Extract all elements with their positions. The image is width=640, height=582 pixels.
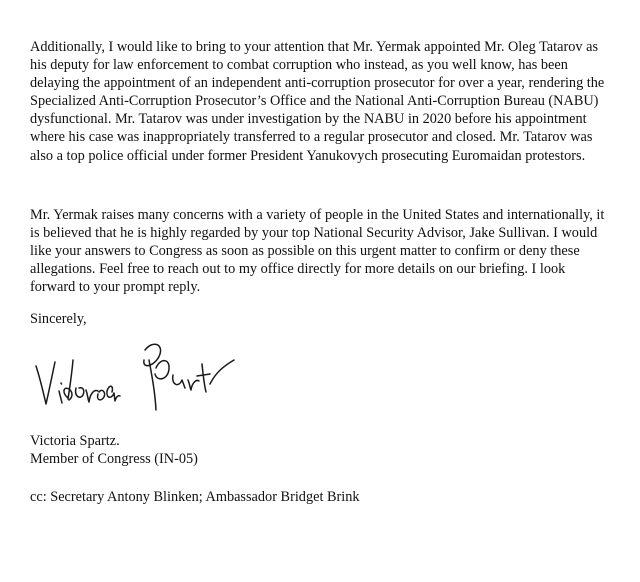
- signer-name: Victoria Spartz.: [30, 433, 120, 449]
- handwritten-signature: [28, 336, 238, 414]
- signer-title: Member of Congress (IN-05): [30, 451, 198, 467]
- letter-paragraph-2: Mr. Yermak raises many concerns with a variety of people in the United States and internationally, it is believed that he is highly regarded by your top National Security Advisor, Jake Sullivan. I would like your answers to Congress as soon as possible on this urgent matter to confirm or deny these allegations. Feel free to reach out to my office directly for more details on our briefing. I look forward to your prompt reply.: [30, 207, 605, 296]
- cc-line: cc: Secretary Antony Blinken; Ambassador Bridget Brink: [30, 489, 360, 505]
- letter-paragraph-1: Additionally, I would like to bring to your attention that Mr. Yermak appointed Mr. Oleg Tatarov as his deputy for law enforcement to combat corruption who instead, as you well know, has been delaying the appointment of an independent anti-corruption prosecutor for over a year, rendering the Specialized Anti-Corruption Prosecutor’s Office and the National Anti-Corruption Bureau (NABU) dysfunctional. Mr. Tatarov was under investigation by the NABU in 2020 before his appointment where his case was inappropriately transferred to a regular prosecutor and closed. Mr. Tatarov was also a top police official under former President Yanukovych prosecuting Euromaidan protestors.: [30, 39, 605, 164]
- closing-salutation: Sincerely,: [30, 311, 87, 327]
